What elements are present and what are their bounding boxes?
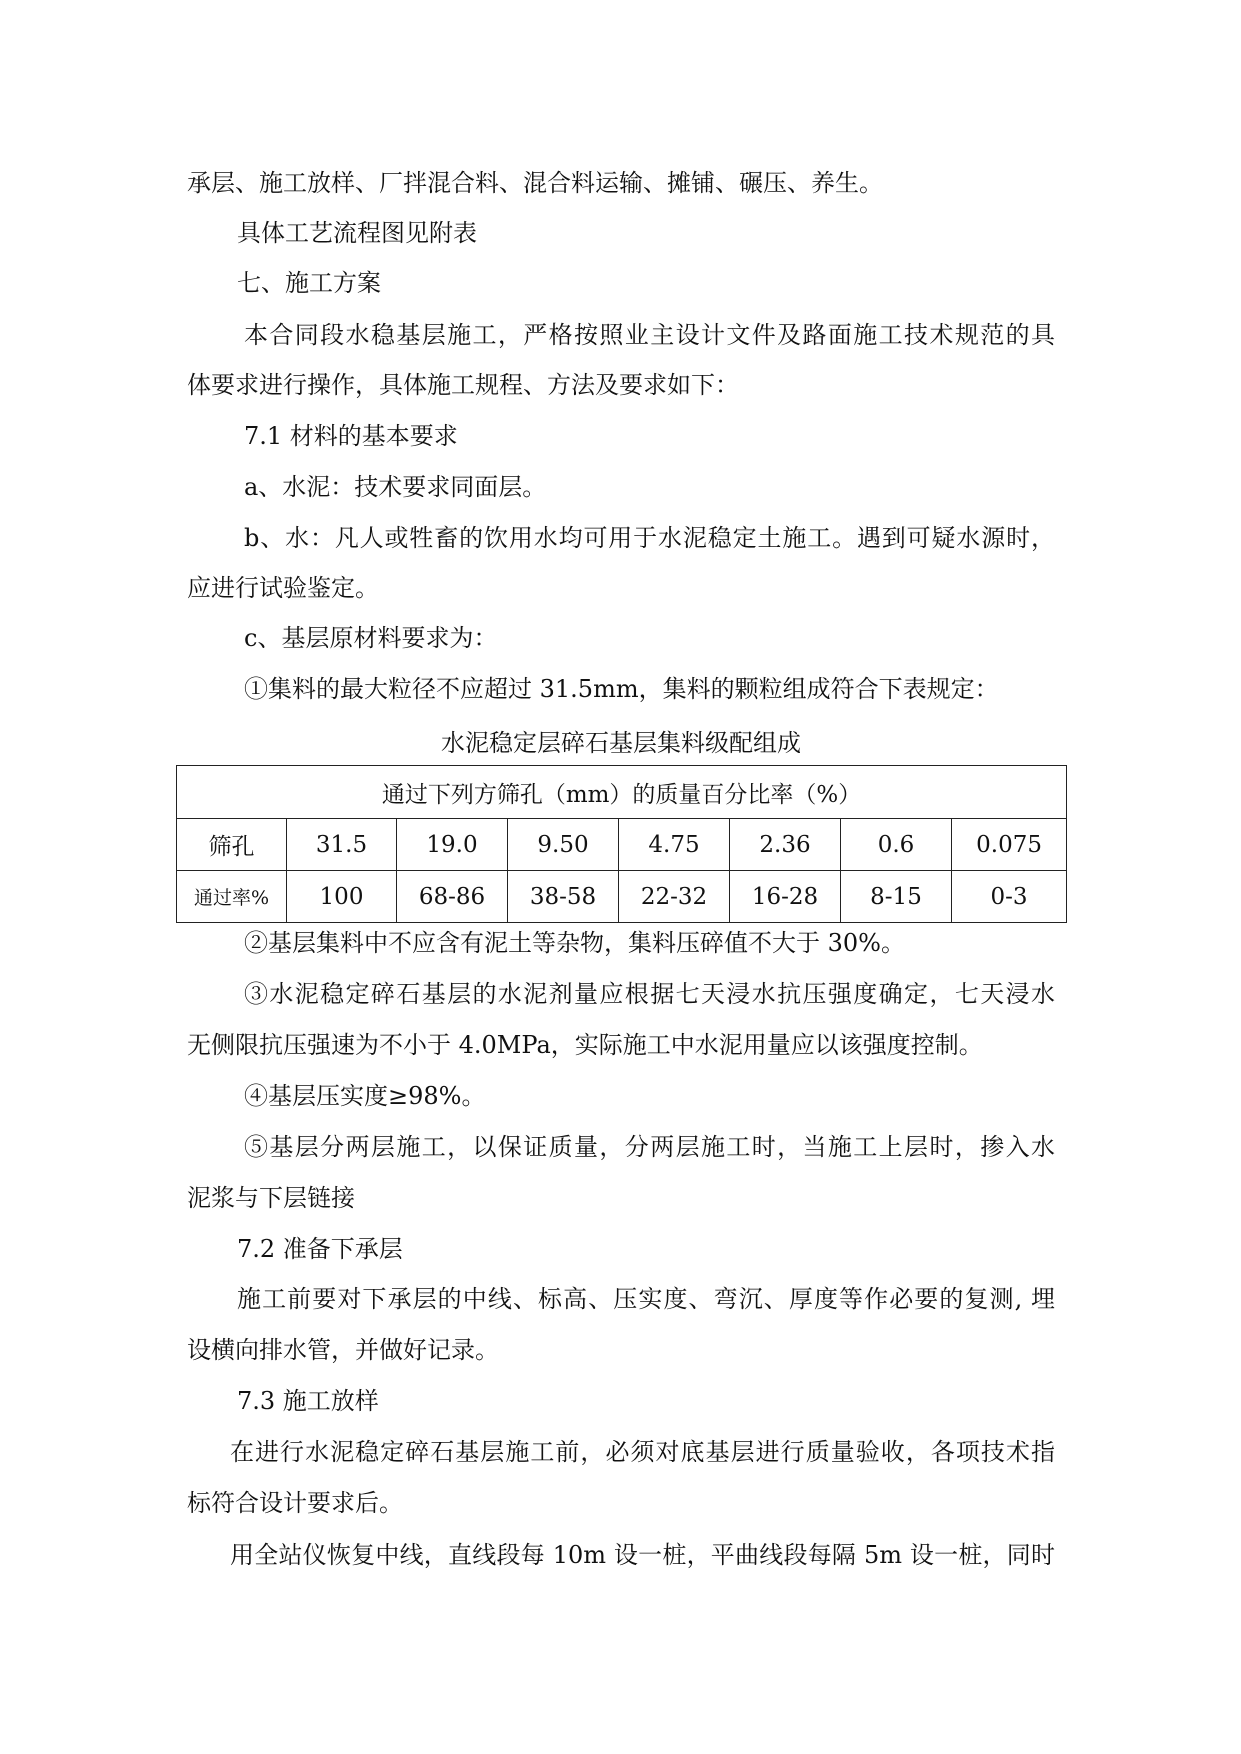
sieve-cell: 31.5 — [287, 819, 397, 871]
sieve-cell: 4.75 — [619, 819, 730, 871]
sieve-label-cell: 筛孔 — [177, 819, 287, 871]
sieve-cell: 0.075 — [952, 819, 1067, 871]
sieve-cell: 0.6 — [841, 819, 952, 871]
paragraph: ⑤基层分两层施工，以保证质量，分两层施工时，当施工上层时，掺入水 — [244, 1133, 1055, 1161]
gradation-table — [176, 765, 1067, 923]
table-caption: 水泥稳定层碎石基层集料级配组成 — [441, 729, 801, 757]
pass-rate-cell: 68-86 — [397, 871, 508, 923]
paragraph: 具体工艺流程图见附表 — [237, 219, 477, 247]
paragraph: 本合同段水稳基层施工，严格按照业主设计文件及路面施工技术规范的具 — [244, 321, 1055, 349]
sieve-cell: 2.36 — [730, 819, 841, 871]
pass-rate-row — [177, 871, 1067, 923]
paragraph: c、基层原材料要求为： — [244, 624, 498, 652]
paragraph: a、水泥：技术要求同面层。 — [244, 473, 547, 501]
paragraph: 应进行试验鉴定。 — [187, 574, 379, 602]
table-header-row — [177, 766, 1067, 819]
pass-rate-cell: 8-15 — [841, 871, 952, 923]
sieve-cell: 19.0 — [397, 819, 508, 871]
paragraph: ③水泥稳定碎石基层的水泥剂量应根据七天浸水抗压强度确定，七天浸水 — [244, 980, 1055, 1008]
paragraph: 在进行水泥稳定碎石基层施工前，必须对底基层进行质量验收，各项技术指 — [230, 1438, 1055, 1466]
table-header-cell: 通过下列方筛孔（mm）的质量百分比率（%） — [177, 766, 1067, 819]
pass-rate-cell: 16-28 — [730, 871, 841, 923]
pass-rate-cell: 38-58 — [508, 871, 619, 923]
pass-rate-cell: 100 — [287, 871, 397, 923]
paragraph: ④基层压实度≥98%。 — [244, 1082, 486, 1110]
paragraph: 标符合设计要求后。 — [187, 1489, 403, 1517]
paragraph: b、水：凡人或牲畜的饮用水均可用于水泥稳定土施工。遇到可疑水源时， — [244, 524, 1055, 552]
subsection-heading: 7.1 材料的基本要求 — [244, 422, 458, 450]
subsection-heading: 7.3 施工放样 — [237, 1387, 379, 1415]
paragraph: 承层、施工放样、厂拌混合料、混合料运输、摊铺、碾压、养生。 — [187, 169, 883, 197]
paragraph: 用全站仪恢复中线，直线段每 10m 设一桩，平曲线段每隔 5m 设一桩，同时 — [230, 1541, 1055, 1569]
pass-rate-label-cell: 通过率% — [177, 871, 287, 923]
pass-rate-cell: 22-32 — [619, 871, 730, 923]
sieve-row — [177, 819, 1067, 871]
section-heading: 七、施工方案 — [237, 269, 381, 297]
sieve-cell: 9.50 — [508, 819, 619, 871]
subsection-heading: 7.2 准备下承层 — [237, 1235, 403, 1263]
pass-rate-cell: 0-3 — [952, 871, 1067, 923]
paragraph: 体要求进行操作，具体施工规程、方法及要求如下： — [187, 371, 739, 399]
paragraph: 施工前要对下承层的中线、标高、压实度、弯沉、厚度等作必要的复测, 埋 — [237, 1285, 1055, 1313]
paragraph: ①集料的最大粒径不应超过 31.5mm，集料的颗粒组成符合下表规定： — [244, 675, 999, 703]
paragraph: 设横向排水管，并做好记录。 — [187, 1336, 499, 1364]
paragraph: 泥浆与下层链接 — [187, 1184, 355, 1212]
paragraph: ②基层集料中不应含有泥土等杂物，集料压碎值不大于 30%。 — [244, 929, 905, 957]
paragraph: 无侧限抗压强速为不小于 4.0MPa，实际施工中水泥用量应以该强度控制。 — [187, 1031, 983, 1059]
